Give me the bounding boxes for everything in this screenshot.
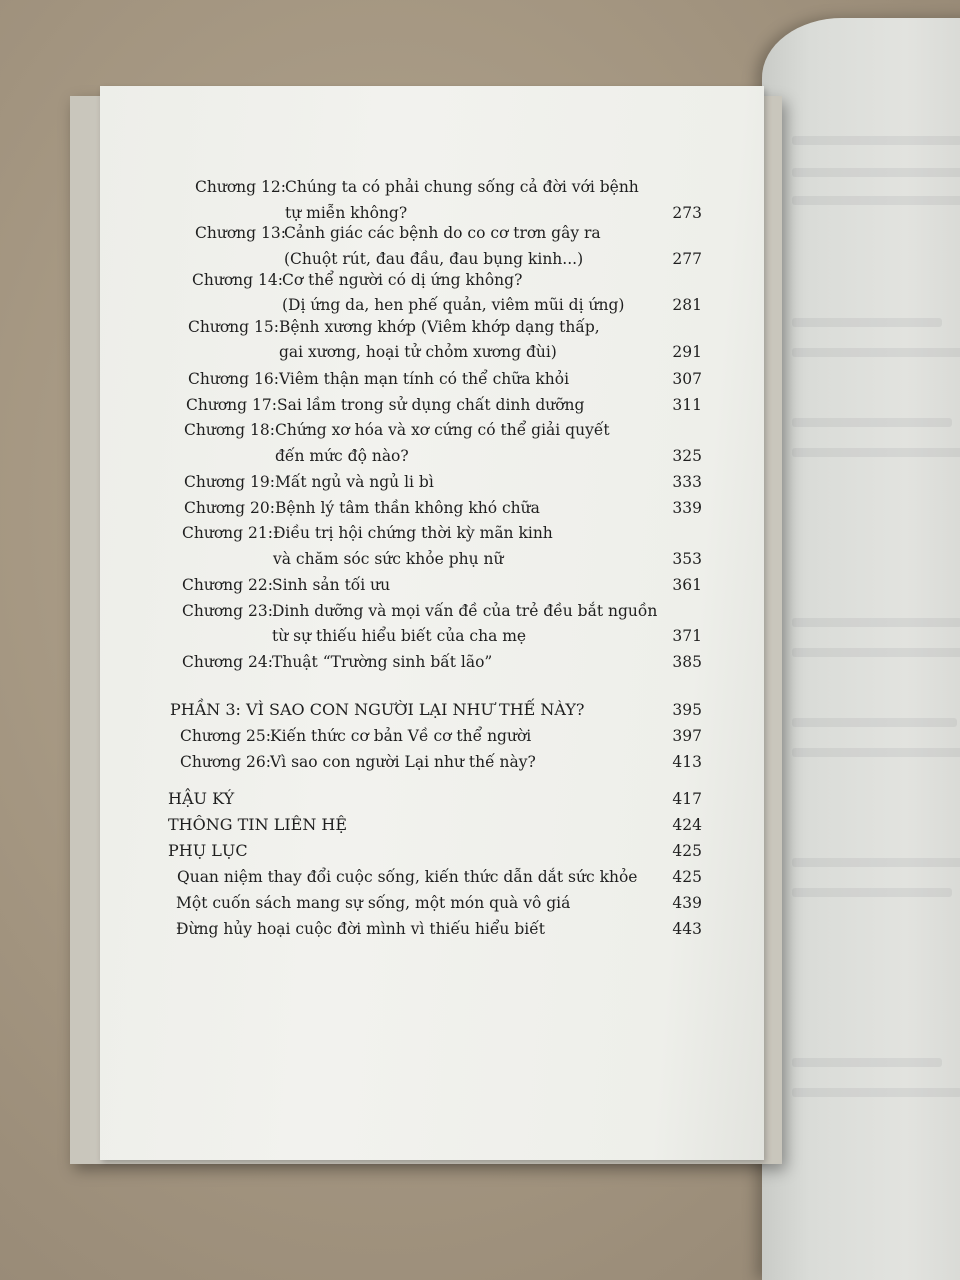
chapter-number: Chương 24: <box>182 653 273 671</box>
page-number: 339 <box>672 499 702 517</box>
appendix-item: Đừng hủy hoại cuộc đời mình vì thiếu hiểu biết <box>176 920 545 938</box>
chapter-number: Chương 19: <box>184 473 275 491</box>
section-heading: PHỤ LỤC <box>168 841 248 860</box>
page-number: 325 <box>672 447 702 465</box>
chapter-number: Chương 22: <box>182 576 273 594</box>
chapter-title: (Dị ứng da, hen phế quản, viêm mũi dị ứng) <box>282 296 625 314</box>
chapter-title: Cơ thể người có dị ứng không? <box>282 271 523 289</box>
page-number: 361 <box>672 576 702 594</box>
chapter-title: Bệnh lý tâm thần không khó chữa <box>275 499 540 517</box>
table-of-contents <box>100 86 764 1160</box>
chapter-title: đến mức độ nào? <box>275 447 409 465</box>
page-number: 311 <box>672 396 702 414</box>
page-number: 385 <box>672 653 702 671</box>
chapter-title: từ sự thiếu hiểu biết của cha mẹ <box>272 627 527 645</box>
chapter-number: Chương 21: <box>182 524 273 542</box>
page-number: 277 <box>672 250 702 268</box>
page-number: 291 <box>672 343 702 361</box>
chapter-title: Chứng xơ hóa và xơ cứng có thể giải quyết <box>275 421 610 439</box>
chapter-title: (Chuột rút, đau đầu, đau bụng kinh...) <box>284 250 584 268</box>
page-number: 333 <box>672 473 702 491</box>
chapter-number: Chương 14: <box>192 271 283 289</box>
page-number: 395 <box>672 701 702 719</box>
section-heading: THÔNG TIN LIÊN HỆ <box>168 815 348 834</box>
page-number: 417 <box>672 790 702 808</box>
chapter-title: Viêm thận mạn tính có thể chữa khỏi <box>279 370 570 388</box>
page-number: 281 <box>672 296 702 314</box>
facing-page <box>762 18 960 1280</box>
chapter-title: Bệnh xương khớp (Viêm khớp dạng thấp, <box>279 318 600 336</box>
chapter-number: Chương 18: <box>184 421 275 439</box>
chapter-title: Thuật “Trường sinh bất lão” <box>272 653 493 671</box>
part-heading: PHẦN 3: VÌ SAO CON NGƯỜI LẠI NHƯ THẾ NÀY? <box>170 700 585 719</box>
page-number: 439 <box>672 894 702 912</box>
chapter-number: Chương 23: <box>182 602 273 620</box>
page-number: 425 <box>672 842 702 860</box>
appendix-item: Quan niệm thay đổi cuộc sống, kiến thức dẫn dắt sức khỏe <box>177 868 638 886</box>
chapter-number: Chương 17: <box>186 396 277 414</box>
chapter-title: Vì sao con người Lại như thế này? <box>270 753 536 771</box>
chapter-title: Dinh dưỡng và mọi vấn đề của trẻ đều bắt nguồn <box>272 602 658 620</box>
page-number: 307 <box>672 370 702 388</box>
page-number: 397 <box>672 727 702 745</box>
chapter-title: Sinh sản tối ưu <box>272 576 391 594</box>
page-number: 353 <box>672 550 702 568</box>
page-number: 443 <box>672 920 702 938</box>
chapter-title: Mất ngủ và ngủ li bì <box>275 473 434 491</box>
chapter-number: Chương 25: <box>180 727 271 745</box>
chapter-title: Chúng ta có phải chung sống cả đời với bệnh <box>285 178 639 196</box>
chapter-title: và chăm sóc sức khỏe phụ nữ <box>273 550 504 568</box>
appendix-item: Một cuốn sách mang sự sống, một món quà vô giá <box>176 894 571 912</box>
chapter-number: Chương 13: <box>195 224 286 242</box>
page-number: 425 <box>672 868 702 886</box>
chapter-title: Kiến thức cơ bản Về cơ thể người <box>270 727 532 745</box>
chapter-number: Chương 26: <box>180 753 271 771</box>
chapter-number: Chương 15: <box>188 318 279 336</box>
page-number: 273 <box>672 204 702 222</box>
chapter-title: Sai lầm trong sử dụng chất dinh dưỡng <box>277 396 585 414</box>
chapter-number: Chương 16: <box>188 370 279 388</box>
chapter-title: Cảnh giác các bệnh do co cơ trơn gây ra <box>284 224 601 242</box>
chapter-number: Chương 12: <box>195 178 286 196</box>
section-heading: HẬU KÝ <box>168 789 235 808</box>
page-number: 413 <box>672 753 702 771</box>
chapter-title: gai xương, hoại tử chỏm xương đùi) <box>279 343 557 361</box>
page-number: 424 <box>672 816 702 834</box>
chapter-number: Chương 20: <box>184 499 275 517</box>
chapter-title: Điều trị hội chứng thời kỳ mãn kinh <box>273 524 553 542</box>
page-number: 371 <box>672 627 702 645</box>
chapter-title: tự miễn không? <box>285 204 408 222</box>
